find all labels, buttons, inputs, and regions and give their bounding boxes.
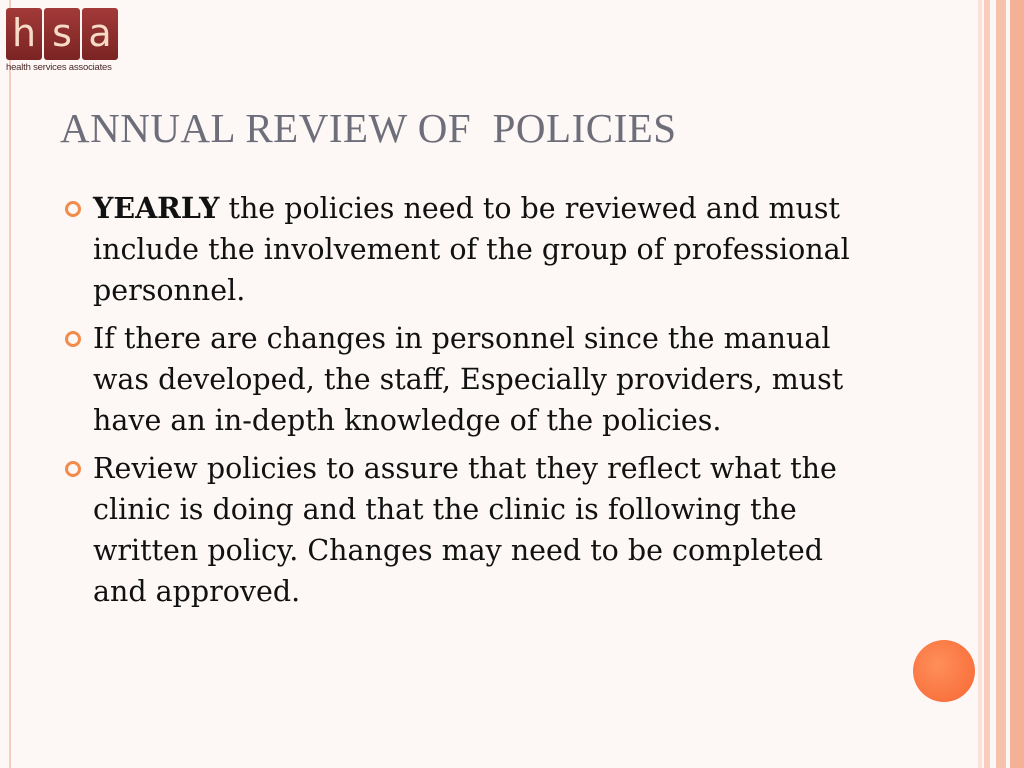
orange-circle-decoration bbox=[913, 640, 975, 702]
bullet-item bbox=[60, 448, 860, 612]
bullet-item bbox=[60, 188, 860, 311]
logo-letter-h: h bbox=[6, 8, 42, 60]
slide-title: ANNUAL REVIEW OF POLICIES bbox=[60, 105, 677, 151]
bullet-bold-text: YEARLY bbox=[93, 191, 220, 225]
bullet-text: If there are changes in personnel since the manual was developed, the staff, Especially providers, must have an in-depth knowledge of the policies. bbox=[93, 322, 844, 437]
hsa-logo bbox=[6, 8, 130, 73]
logo-letter-a: a bbox=[82, 8, 118, 60]
bullet-circle-icon bbox=[65, 201, 81, 217]
right-decorative-stripes bbox=[978, 0, 1024, 768]
bullet-text: Review policies to assure that they reflect what the clinic is doing and that the clinic is following the written policy. Changes may need to be completed and approved. bbox=[93, 452, 837, 608]
bullet-item bbox=[60, 318, 860, 441]
bullet-circle-icon bbox=[65, 461, 81, 477]
bullet-list bbox=[60, 188, 860, 619]
bullet-text: the policies need to be reviewed and must include the involvement of the group of professional personnel. bbox=[93, 192, 850, 307]
bullet-circle-icon bbox=[65, 331, 81, 347]
left-border-line bbox=[9, 0, 11, 768]
logo-caption: health services associates bbox=[6, 62, 112, 73]
logo-letter-s: s bbox=[44, 8, 80, 60]
